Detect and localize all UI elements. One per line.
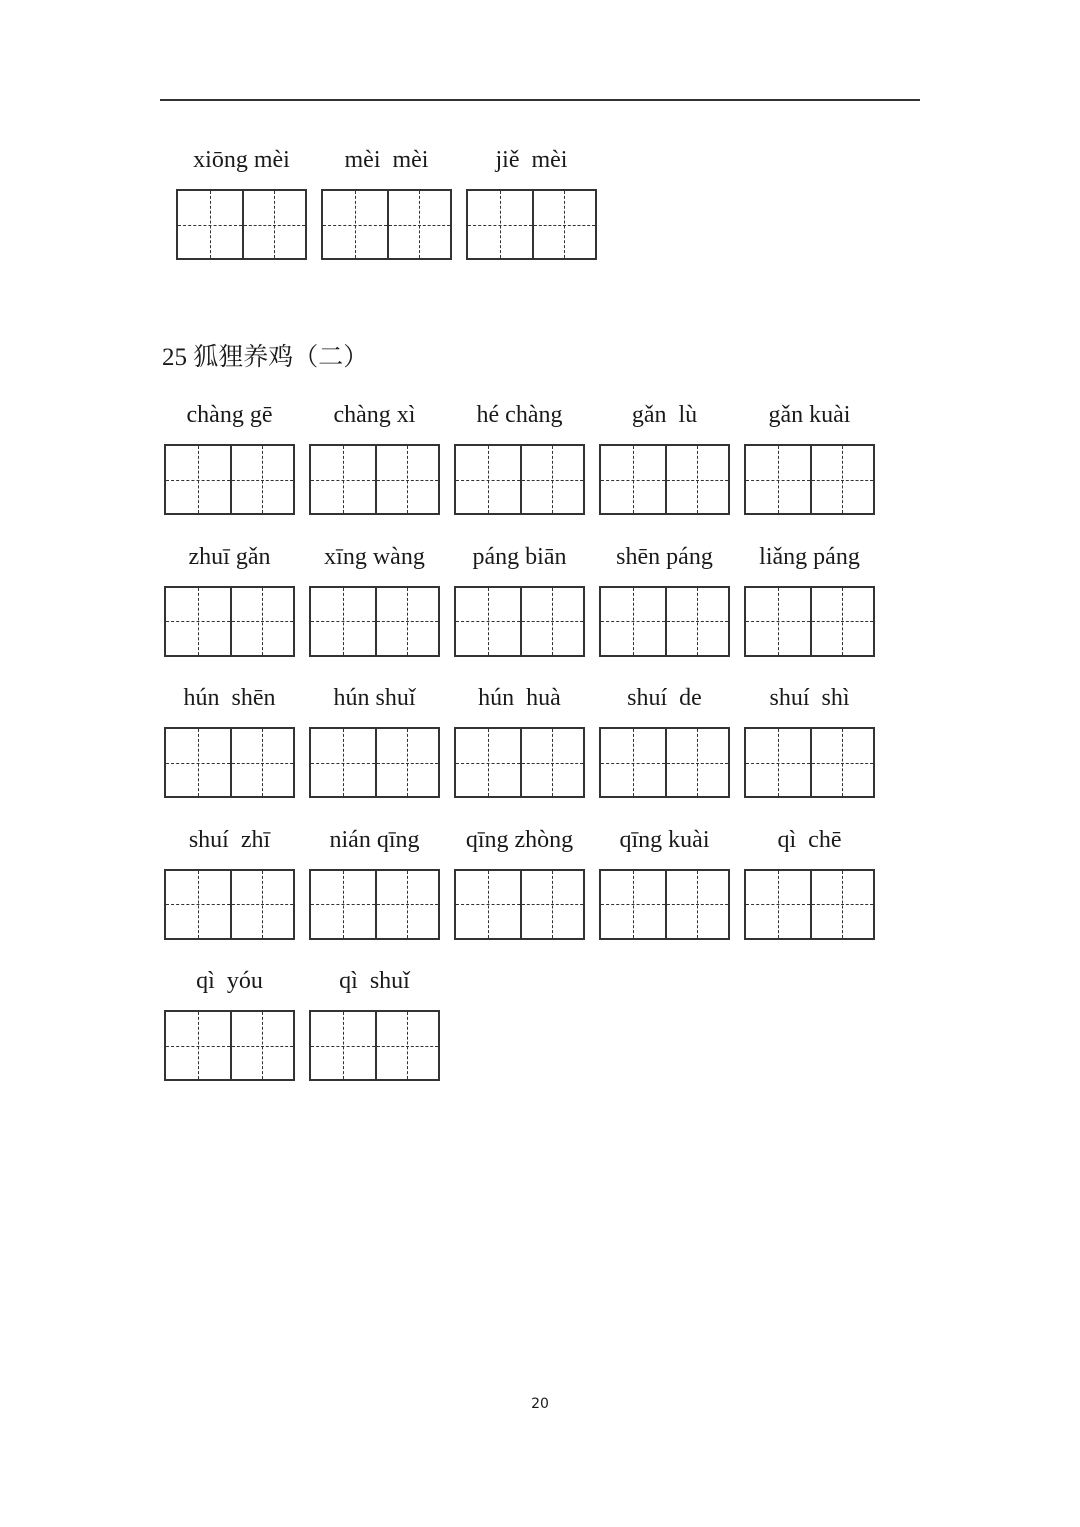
writing-cell[interactable]: [520, 588, 584, 655]
pinyin-label: hún shuǐ: [333, 685, 416, 711]
writing-cell[interactable]: [601, 446, 665, 513]
writing-grid[interactable]: [164, 727, 295, 798]
writing-cell[interactable]: [746, 588, 810, 655]
writing-grid[interactable]: [164, 444, 295, 515]
writing-grid[interactable]: [309, 1010, 440, 1081]
writing-cell[interactable]: [166, 446, 230, 513]
writing-cell[interactable]: [230, 588, 294, 655]
writing-grid[interactable]: [176, 189, 307, 260]
writing-grid[interactable]: [321, 189, 452, 260]
writing-cell[interactable]: [665, 446, 729, 513]
writing-grid[interactable]: [309, 444, 440, 515]
writing-grid[interactable]: [164, 1010, 295, 1081]
writing-grid[interactable]: [599, 727, 730, 798]
writing-cell[interactable]: [230, 1012, 294, 1079]
writing-cell[interactable]: [810, 871, 874, 938]
writing-cell[interactable]: [375, 446, 439, 513]
writing-cell[interactable]: [375, 871, 439, 938]
pinyin-label: jiě mèi: [495, 147, 568, 173]
writing-cell[interactable]: [311, 871, 375, 938]
pinyin-label: qīng kuài: [619, 826, 710, 853]
writing-cell[interactable]: [178, 191, 242, 258]
pinyin-label: nián qīng: [329, 826, 420, 853]
writing-grid[interactable]: [599, 444, 730, 515]
pinyin-label: qì chē: [777, 826, 842, 853]
writing-cell[interactable]: [311, 588, 375, 655]
pinyin-label: liǎng páng: [759, 543, 860, 570]
writing-cell[interactable]: [665, 588, 729, 655]
writing-grid[interactable]: [744, 444, 875, 515]
page-number: 20: [531, 1396, 549, 1412]
writing-cell[interactable]: [601, 871, 665, 938]
pinyin-label: hún huà: [478, 685, 561, 711]
writing-cell[interactable]: [311, 729, 375, 796]
writing-cell[interactable]: [468, 191, 532, 258]
writing-cell[interactable]: [810, 446, 874, 513]
pinyin-label: mèi mèi: [344, 147, 429, 173]
writing-grid[interactable]: [309, 869, 440, 940]
writing-cell[interactable]: [456, 729, 520, 796]
top-rule: [160, 99, 920, 101]
lesson-title: 25 狐狸养鸡（二）: [162, 344, 369, 371]
writing-cell[interactable]: [810, 729, 874, 796]
writing-cell[interactable]: [746, 446, 810, 513]
writing-cell[interactable]: [532, 191, 596, 258]
writing-cell[interactable]: [520, 729, 584, 796]
writing-cell[interactable]: [230, 729, 294, 796]
writing-cell[interactable]: [323, 191, 387, 258]
writing-cell[interactable]: [230, 871, 294, 938]
writing-cell[interactable]: [166, 1012, 230, 1079]
pinyin-label: hé chàng: [476, 402, 563, 428]
pinyin-label: chàng xì: [333, 402, 416, 428]
writing-grid[interactable]: [744, 727, 875, 798]
writing-grid[interactable]: [744, 586, 875, 657]
writing-cell[interactable]: [311, 1012, 375, 1079]
writing-grid[interactable]: [309, 727, 440, 798]
writing-grid[interactable]: [164, 586, 295, 657]
writing-cell[interactable]: [375, 588, 439, 655]
writing-grid[interactable]: [454, 586, 585, 657]
writing-grid[interactable]: [599, 869, 730, 940]
writing-cell[interactable]: [456, 871, 520, 938]
writing-cell[interactable]: [665, 729, 729, 796]
pinyin-label: qì yóu: [196, 968, 263, 994]
pinyin-label: xīng wàng: [324, 543, 425, 570]
pinyin-label: zhuī gǎn: [188, 543, 271, 570]
writing-cell[interactable]: [387, 191, 451, 258]
writing-cell[interactable]: [746, 729, 810, 796]
pinyin-label: gǎn lù: [631, 402, 698, 428]
writing-cell[interactable]: [665, 871, 729, 938]
writing-grid[interactable]: [466, 189, 597, 260]
pinyin-label: shuí shì: [769, 685, 850, 711]
writing-cell[interactable]: [456, 588, 520, 655]
writing-cell[interactable]: [311, 446, 375, 513]
writing-cell[interactable]: [166, 588, 230, 655]
pinyin-label: qì shuǐ: [339, 968, 410, 994]
writing-cell[interactable]: [242, 191, 306, 258]
writing-cell[interactable]: [166, 871, 230, 938]
writing-grid[interactable]: [454, 869, 585, 940]
writing-cell[interactable]: [520, 446, 584, 513]
pinyin-label: páng biān: [472, 543, 567, 570]
writing-cell[interactable]: [375, 1012, 439, 1079]
writing-cell[interactable]: [456, 446, 520, 513]
writing-grid[interactable]: [309, 586, 440, 657]
writing-cell[interactable]: [375, 729, 439, 796]
pinyin-label: shuí zhī: [188, 826, 271, 853]
writing-grid[interactable]: [164, 869, 295, 940]
pinyin-label: chàng gē: [186, 402, 273, 428]
writing-cell[interactable]: [746, 871, 810, 938]
writing-grid[interactable]: [454, 727, 585, 798]
pinyin-label: shuí de: [627, 685, 702, 711]
pinyin-label: qīng zhòng: [465, 826, 574, 853]
writing-cell[interactable]: [166, 729, 230, 796]
writing-cell[interactable]: [230, 446, 294, 513]
writing-cell[interactable]: [601, 729, 665, 796]
writing-grid[interactable]: [454, 444, 585, 515]
writing-grid[interactable]: [744, 869, 875, 940]
pinyin-label: hún shēn: [183, 685, 276, 711]
writing-cell[interactable]: [601, 588, 665, 655]
pinyin-label: shēn páng: [616, 543, 713, 570]
pinyin-label: gǎn kuài: [768, 402, 851, 428]
writing-cell[interactable]: [520, 871, 584, 938]
writing-grid[interactable]: [599, 586, 730, 657]
writing-cell[interactable]: [810, 588, 874, 655]
pinyin-label: xiōng mèi: [193, 147, 290, 173]
